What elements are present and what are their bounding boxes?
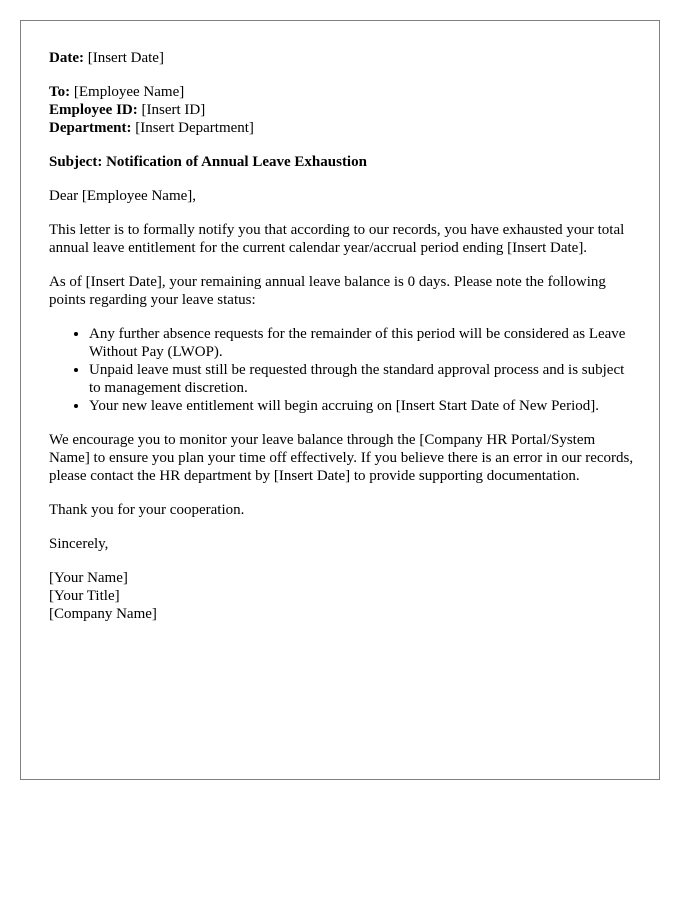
to-line — [49, 83, 639, 101]
to-value: [Employee Name] — [73, 84, 185, 100]
department-value: [Insert Department] — [135, 120, 254, 136]
paragraph-thanks: Thank you for your cooperation. — [49, 502, 245, 518]
salutation: Dear [Employee Name], — [49, 188, 197, 204]
leave-status-list — [49, 325, 639, 415]
signature-title: [Your Title] — [49, 588, 120, 604]
employee-id-label: Employee ID: — [49, 102, 138, 118]
letter-page — [20, 20, 660, 780]
recipient-block — [49, 83, 639, 137]
employee-id-value: [Insert ID] — [141, 102, 206, 118]
closing: Sincerely, — [49, 536, 109, 552]
list-item: • Any further absence requests for the remainder of this period will be considered as Leave Without Pay (LWOP). — [89, 325, 639, 361]
signature-company: [Company Name] — [49, 606, 157, 622]
letter-content — [49, 49, 639, 639]
signature-block — [49, 569, 639, 623]
paragraph-monitor: We encourage you to monitor your leave balance through the [Company HR Portal/System Name] to ensure you plan your time off effectively. If you believe there is an error in our records, please contact the HR department by [Insert Date] to provide supporting documentation. — [49, 432, 634, 484]
date-line — [49, 49, 639, 67]
date-label: Date: — [49, 50, 84, 66]
list-item: • Unpaid leave must still be requested through the standard approval process and is subject to management discretion. — [89, 361, 639, 397]
department-label: Department: — [49, 120, 132, 136]
date-value: [Insert Date] — [87, 50, 164, 66]
subject-line: Subject: Notification of Annual Leave Exhaustion — [49, 154, 367, 170]
employee-id-line — [49, 101, 639, 119]
to-label: To: — [49, 84, 71, 100]
signature-name: [Your Name] — [49, 570, 128, 586]
list-item: • Your new leave entitlement will begin accruing on [Insert Start Date of New Period]. — [89, 397, 639, 415]
department-line — [49, 119, 639, 137]
paragraph-balance: As of [Insert Date], your remaining annual leave balance is 0 days. Please note the following points regarding your leave status: — [49, 274, 606, 308]
paragraph-notification: This letter is to formally notify you that according to our records, you have exhausted your total annual leave entitlement for the current calendar year/accrual period ending [Insert Date]. — [49, 222, 625, 256]
